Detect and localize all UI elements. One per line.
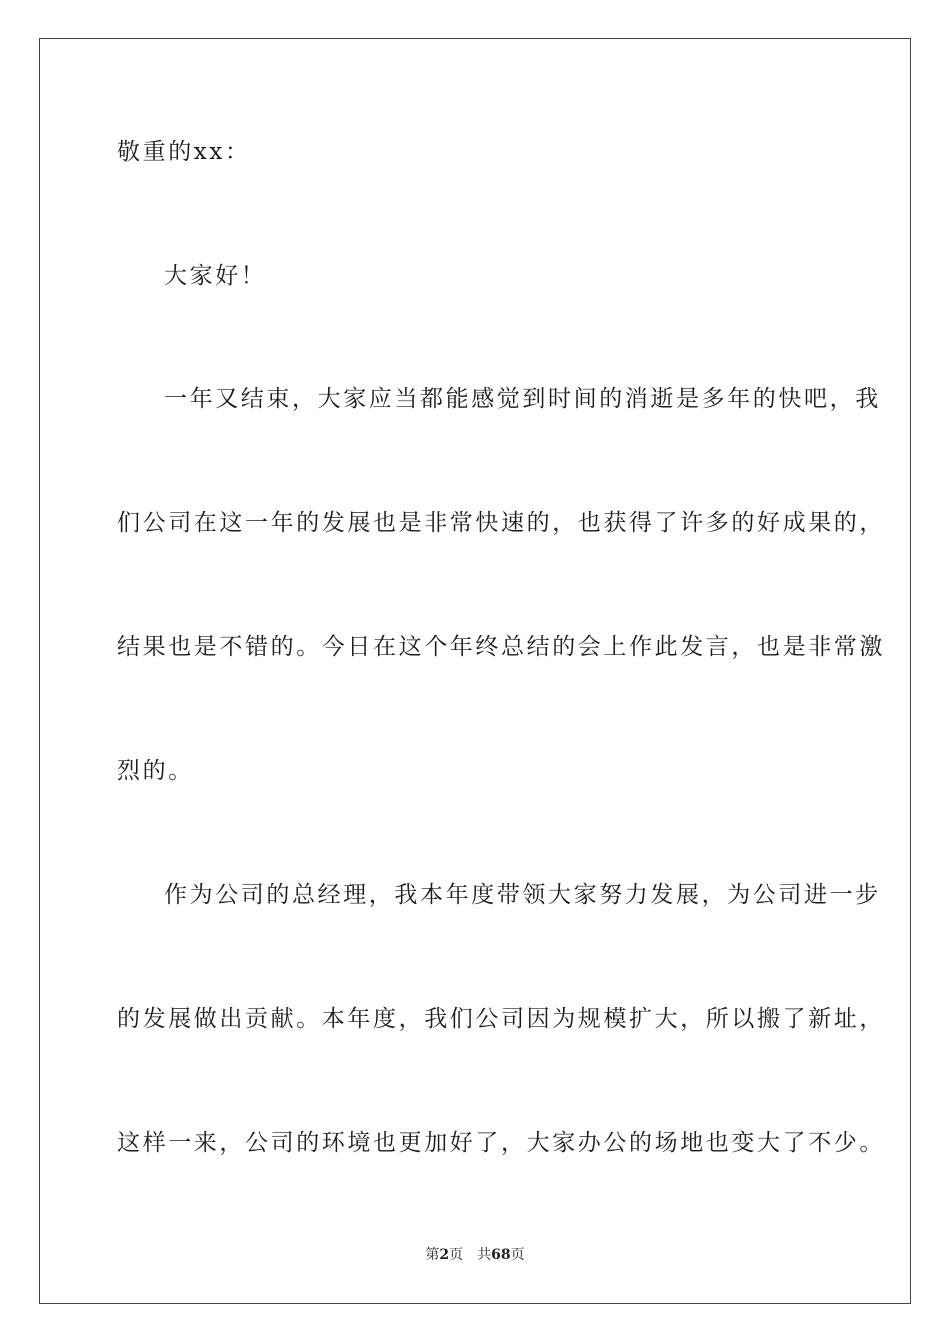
paragraph-2-line-1: 作为公司的总经理，我本年度带领大家努力发展，为公司进一步 (164, 882, 881, 908)
paragraph-1-line-3: 结果也是不错的。今日在这个年终总结的会上作此发言，也是非常激 (117, 634, 885, 660)
total-prefix: 共 (477, 1247, 492, 1263)
paragraph-1-line-1: 一年又结束，大家应当都能感觉到时间的消逝是多年的快吧，我 (164, 386, 881, 412)
page-prefix: 第 (425, 1247, 440, 1263)
page-suffix: 页 (449, 1247, 464, 1263)
total-suffix: 页 (510, 1247, 525, 1263)
paragraph-2-line-2: 的发展做出贡献。本年度，我们公司因为规模扩大，所以搬了新址， (117, 1006, 885, 1032)
salutation: 敬重的xx： (117, 139, 251, 165)
page-frame (39, 38, 911, 1304)
paragraph-2-line-3: 这样一来，公司的环境也更加好了，大家办公的场地也变大了不少。 (117, 1130, 885, 1156)
page-footer (0, 1245, 950, 1265)
paragraph-1-line-4: 烈的。 (117, 758, 194, 784)
paragraph-1-line-2: 们公司在这一年的发展也是非常快速的，也获得了许多的好成果的， (117, 510, 885, 536)
page-number: 2 (439, 1247, 450, 1263)
total-pages: 68 (491, 1247, 511, 1263)
greeting: 大家好！ (164, 263, 267, 289)
